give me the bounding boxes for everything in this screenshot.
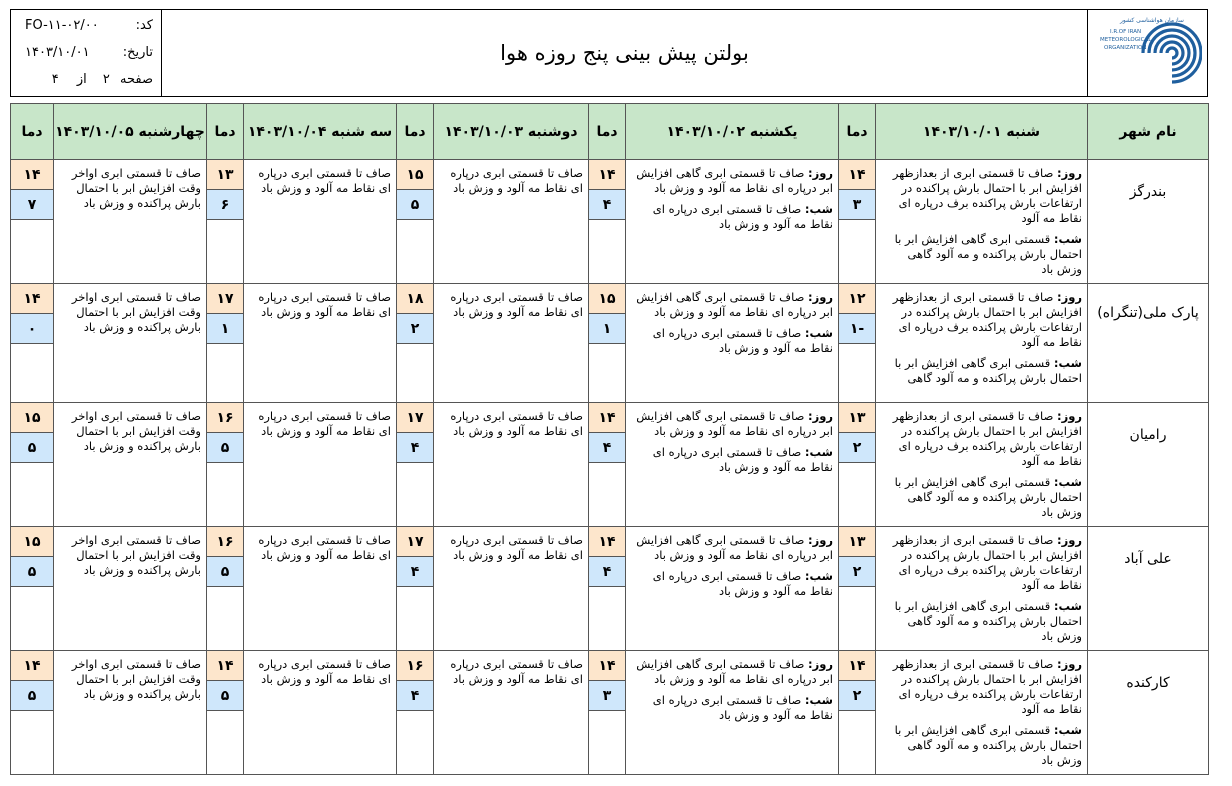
document-info-box — [11, 10, 162, 96]
day-forecast-text: صاف تا قسمتی ابری از بعدازظهر افزایش ابر با احتمال بارش پراکنده در ارتفاعات بارش پراکنده برف درپاره ای نقاط مه آلود — [892, 657, 1082, 716]
temp-column-header: دما — [397, 104, 434, 160]
max-temp: ۱۴ — [839, 651, 875, 681]
day-3-forecast: صاف تا قسمتی ابری درپاره ای نقاط مه آلود و وزش باد — [434, 284, 589, 403]
max-temp: ۱۳ — [839, 403, 875, 433]
day-2-temp — [589, 403, 626, 527]
day-3-temp — [397, 284, 434, 403]
day-1-temp — [839, 651, 876, 775]
day-5-temp — [11, 403, 54, 527]
temp-column-header: دما — [839, 104, 876, 160]
day-3-temp — [397, 651, 434, 775]
night-label: شب: — [804, 693, 833, 707]
night-forecast-text: قسمتی ابری گاهی افزایش ابر با احتمال بارش پراکنده و مه آلود گاهی — [894, 356, 1082, 385]
table-header-row — [11, 104, 1209, 160]
day-1-forecast — [876, 403, 1088, 527]
day-label: روز: — [808, 409, 833, 423]
page-total: ۴ — [51, 72, 59, 87]
day-5-forecast: صاف تا قسمتی ابری اواخر وقت افزایش ابر با احتمال بارش پراکنده و وزش باد — [54, 651, 207, 775]
max-temp: ۱۲ — [839, 284, 875, 314]
day-1-temp — [839, 284, 876, 403]
min-temp: ۵ — [207, 557, 243, 587]
min-temp: ۴ — [397, 681, 433, 711]
city-name: کارکنده — [1126, 674, 1170, 691]
min-temp: ۵ — [397, 190, 433, 220]
min-temp: ۴ — [397, 433, 433, 463]
temp-column-header: دما — [589, 104, 626, 160]
logo-emblem-icon — [1094, 13, 1202, 93]
night-forecast-text: صاف تا قسمتی ابری درپاره ای نقاط مه آلود و وزش باد — [652, 202, 833, 231]
city-cell — [1088, 160, 1209, 284]
day-forecast-text: صاف تا قسمتی ابری از بعدازظهر افزایش ابر با احتمال بارش پراکنده در ارتفاعات بارش پراکنده برف درپاره ای نقاط مه آلود — [892, 533, 1082, 592]
day-4-forecast: صاف تا قسمتی ابری درپاره ای نقاط مه آلود و وزش باد — [244, 160, 397, 284]
day-forecast-text: صاف تا قسمتی ابری گاهی افزایش ابر درپاره ای نقاط مه آلود و وزش باد — [636, 657, 833, 686]
min-temp: ۲ — [397, 314, 433, 344]
day-label: روز: — [808, 166, 833, 180]
forecast-table — [10, 103, 1209, 775]
day-forecast-text: صاف تا قسمتی ابری گاهی افزایش ابر درپاره ای نقاط مه آلود و وزش باد — [636, 166, 833, 195]
city-name: علی آباد — [1124, 550, 1172, 567]
day-label: روز: — [1057, 657, 1082, 671]
day-3-temp — [397, 527, 434, 651]
min-temp: ۳ — [589, 681, 625, 711]
city-cell — [1088, 651, 1209, 775]
max-temp: ۱۴ — [589, 160, 625, 190]
date-row — [11, 45, 161, 65]
min-temp: ۳ — [839, 190, 875, 220]
night-label: شب: — [804, 445, 833, 459]
min-temp: ۴ — [589, 557, 625, 587]
day-5-forecast: صاف تا قسمتی ابری اواخر وقت افزایش ابر با احتمال بارش پراکنده و وزش باد — [54, 527, 207, 651]
day-5-temp — [11, 160, 54, 284]
date-value: ۱۴۰۳/۱۰/۰۱ — [25, 45, 90, 60]
table-row — [11, 527, 1209, 651]
logo-text-en-1: I.R.OF IRAN — [1110, 29, 1142, 35]
max-temp: ۱۴ — [589, 527, 625, 557]
max-temp: ۱۵ — [397, 160, 433, 190]
date-label: تاریخ: — [122, 45, 153, 60]
min-temp: ۴ — [589, 190, 625, 220]
day-4-temp — [207, 284, 244, 403]
max-temp: ۱۴ — [839, 160, 875, 190]
city-cell — [1088, 284, 1209, 403]
logo-text-fa: سازمان هواشناسی کشور — [1120, 17, 1184, 24]
day-4-temp — [207, 527, 244, 651]
page-label: صفحه — [120, 72, 153, 87]
max-temp: ۱۳ — [207, 160, 243, 190]
city-name: پارک ملی(تنگراه) — [1097, 305, 1199, 321]
max-temp: ۱۴ — [11, 651, 53, 681]
page-of: از — [76, 72, 87, 87]
day-3-forecast: صاف تا قسمتی ابری درپاره ای نقاط مه آلود و وزش باد — [434, 527, 589, 651]
night-label: شب: — [804, 202, 833, 216]
city-cell — [1088, 403, 1209, 527]
night-forecast-text: صاف تا قسمتی ابری درپاره ای نقاط مه آلود و وزش باد — [652, 569, 833, 598]
max-temp: ۱۴ — [589, 651, 625, 681]
day-4-temp — [207, 651, 244, 775]
max-temp: ۱۵ — [589, 284, 625, 314]
meteorological-organization-logo — [1087, 10, 1207, 96]
min-temp: ۲ — [839, 433, 875, 463]
day-forecast-text: صاف تا قسمتی ابری از بعدازظهر افزایش ابر با احتمال بارش پراکنده در ارتفاعات بارش پراکنده برف درپاره ای نقاط مه آلود — [892, 166, 1082, 225]
city-name: بندرگز — [1129, 183, 1167, 200]
day-5-temp — [11, 284, 54, 403]
night-forecast-text: قسمتی ابری گاهی افزایش ابر با احتمال بارش پراکنده و مه آلود گاهی وزش باد — [894, 475, 1082, 519]
night-label: شب: — [1053, 475, 1082, 489]
max-temp: ۱۴ — [11, 160, 53, 190]
day-forecast-text: صاف تا قسمتی ابری از بعدازظهر افزایش ابر با احتمال بارش پراکنده در ارتفاعات بارش پراکنده برف درپاره ای نقاط مه آلود — [892, 290, 1082, 349]
day-4-header: سه شنبه ۱۴۰۳/۱۰/۰۴ — [244, 104, 397, 160]
max-temp: ۱۴ — [11, 284, 53, 314]
max-temp: ۱۵ — [11, 527, 53, 557]
min-temp: ۵ — [11, 557, 53, 587]
page-current: ۲ — [102, 72, 110, 87]
day-label: روز: — [808, 657, 833, 671]
day-1-forecast — [876, 284, 1088, 403]
day-label: روز: — [808, 533, 833, 547]
day-5-forecast: صاف تا قسمتی ابری اواخر وقت افزایش ابر با احتمال بارش پراکنده و وزش باد — [54, 160, 207, 284]
temp-column-header: دما — [11, 104, 54, 160]
day-4-temp — [207, 403, 244, 527]
day-1-forecast — [876, 527, 1088, 651]
day-forecast-text: صاف تا قسمتی ابری گاهی افزایش ابر درپاره ای نقاط مه آلود و وزش باد — [636, 409, 833, 438]
code-row — [11, 18, 161, 38]
logo-text-en-3: ORGANIZATION — [1104, 45, 1147, 51]
night-forecast-text: صاف تا قسمتی ابری درپاره ای نقاط مه آلود و وزش باد — [652, 693, 833, 722]
min-temp: ۵ — [207, 433, 243, 463]
day-label: روز: — [1057, 290, 1082, 304]
day-3-forecast: صاف تا قسمتی ابری درپاره ای نقاط مه آلود و وزش باد — [434, 160, 589, 284]
day-label: روز: — [808, 290, 833, 304]
night-forecast-text: صاف تا قسمتی ابری درپاره ای نقاط مه آلود و وزش باد — [652, 326, 833, 355]
min-temp: ۵ — [207, 681, 243, 711]
day-label: روز: — [1057, 409, 1082, 423]
day-1-temp — [839, 527, 876, 651]
night-label: شب: — [1053, 599, 1082, 613]
day-2-temp — [589, 284, 626, 403]
day-3-temp — [397, 160, 434, 284]
day-2-temp — [589, 651, 626, 775]
night-label: شب: — [804, 326, 833, 340]
day-2-temp — [589, 527, 626, 651]
min-temp: ۴ — [589, 433, 625, 463]
max-temp: ۱۷ — [397, 403, 433, 433]
day-4-forecast: صاف تا قسمتی ابری درپاره ای نقاط مه آلود و وزش باد — [244, 527, 397, 651]
min-temp: ۶ — [207, 190, 243, 220]
min-temp: -۱ — [839, 314, 875, 344]
day-1-temp — [839, 403, 876, 527]
city-column-header: نام شهر — [1088, 104, 1209, 160]
night-forecast-text: قسمتی ابری گاهی افزایش ابر با احتمال بارش پراکنده و مه آلود گاهی وزش باد — [894, 599, 1082, 643]
day-3-header: دوشنبه ۱۴۰۳/۱۰/۰۳ — [434, 104, 589, 160]
table-row — [11, 160, 1209, 284]
table-row — [11, 403, 1209, 527]
bulletin-header — [10, 9, 1208, 97]
min-temp: ۵ — [11, 681, 53, 711]
day-2-temp — [589, 160, 626, 284]
day-forecast-text: صاف تا قسمتی ابری از بعدازظهر افزایش ابر با احتمال بارش پراکنده در ارتفاعات بارش پراکنده برف درپاره ای نقاط مه آلود — [892, 409, 1082, 468]
min-temp: ۱ — [207, 314, 243, 344]
night-label: شب: — [804, 569, 833, 583]
day-1-forecast — [876, 160, 1088, 284]
page-row — [11, 72, 161, 92]
day-1-header: شنبه ۱۴۰۳/۱۰/۰۱ — [876, 104, 1088, 160]
max-temp: ۱۶ — [207, 527, 243, 557]
code-value: FO-۱۱-۰۲/۰۰ — [25, 18, 99, 33]
day-1-forecast — [876, 651, 1088, 775]
night-label: شب: — [1053, 356, 1082, 370]
min-temp: ۱ — [589, 314, 625, 344]
min-temp: ۲ — [839, 557, 875, 587]
table-row — [11, 284, 1209, 403]
city-cell — [1088, 527, 1209, 651]
day-2-forecast — [626, 403, 839, 527]
night-label: شب: — [1053, 723, 1082, 737]
day-4-forecast: صاف تا قسمتی ابری درپاره ای نقاط مه آلود و وزش باد — [244, 403, 397, 527]
day-3-temp — [397, 403, 434, 527]
night-label: شب: — [1053, 232, 1082, 246]
day-2-forecast — [626, 160, 839, 284]
day-4-forecast: صاف تا قسمتی ابری درپاره ای نقاط مه آلود و وزش باد — [244, 284, 397, 403]
day-2-forecast — [626, 284, 839, 403]
min-temp: ۷ — [11, 190, 53, 220]
code-label: کد: — [135, 18, 153, 33]
day-5-forecast: صاف تا قسمتی ابری اواخر وقت افزایش ابر با احتمال بارش پراکنده و وزش باد — [54, 403, 207, 527]
min-temp: ۵ — [11, 433, 53, 463]
max-temp: ۱۶ — [397, 651, 433, 681]
day-forecast-text: صاف تا قسمتی ابری گاهی افزایش ابر درپاره ای نقاط مه آلود و وزش باد — [636, 533, 833, 562]
day-4-forecast: صاف تا قسمتی ابری درپاره ای نقاط مه آلود و وزش باد — [244, 651, 397, 775]
max-temp: ۱۷ — [207, 284, 243, 314]
temp-column-header: دما — [207, 104, 244, 160]
day-3-forecast: صاف تا قسمتی ابری درپاره ای نقاط مه آلود و وزش باد — [434, 651, 589, 775]
day-5-forecast: صاف تا قسمتی ابری اواخر وقت افزایش ابر با احتمال بارش پراکنده و وزش باد — [54, 284, 207, 403]
day-2-header: یکشنبه ۱۴۰۳/۱۰/۰۲ — [626, 104, 839, 160]
day-2-forecast — [626, 527, 839, 651]
bulletin-title: بولتن پیش بینی پنج روزه هوا — [500, 41, 749, 65]
day-5-temp — [11, 527, 54, 651]
max-temp: ۱۸ — [397, 284, 433, 314]
day-forecast-text: صاف تا قسمتی ابری گاهی افزایش ابر درپاره ای نقاط مه آلود و وزش باد — [636, 290, 833, 319]
table-row — [11, 651, 1209, 775]
night-forecast-text: قسمتی ابری گاهی افزایش ابر با احتمال بارش پراکنده و مه آلود گاهی وزش باد — [894, 723, 1082, 767]
day-5-header: چهارشنبه ۱۴۰۳/۱۰/۰۵ — [54, 104, 207, 160]
max-temp: ۱۴ — [589, 403, 625, 433]
day-4-temp — [207, 160, 244, 284]
min-temp: ۰ — [11, 314, 53, 344]
day-1-temp — [839, 160, 876, 284]
max-temp: ۱۵ — [11, 403, 53, 433]
max-temp: ۱۳ — [839, 527, 875, 557]
max-temp: ۱۶ — [207, 403, 243, 433]
max-temp: ۱۴ — [207, 651, 243, 681]
min-temp: ۴ — [397, 557, 433, 587]
city-name: رامیان — [1129, 426, 1167, 443]
day-label: روز: — [1057, 166, 1082, 180]
night-forecast-text: قسمتی ابری گاهی افزایش ابر با احتمال بارش پراکنده و مه آلود گاهی وزش باد — [894, 232, 1082, 276]
day-5-temp — [11, 651, 54, 775]
min-temp: ۲ — [839, 681, 875, 711]
day-2-forecast — [626, 651, 839, 775]
day-3-forecast: صاف تا قسمتی ابری درپاره ای نقاط مه آلود و وزش باد — [434, 403, 589, 527]
night-forecast-text: صاف تا قسمتی ابری درپاره ای نقاط مه آلود و وزش باد — [652, 445, 833, 474]
logo-text-en-2: METEOROLOGICAL — [1100, 37, 1152, 43]
day-label: روز: — [1057, 533, 1082, 547]
max-temp: ۱۷ — [397, 527, 433, 557]
